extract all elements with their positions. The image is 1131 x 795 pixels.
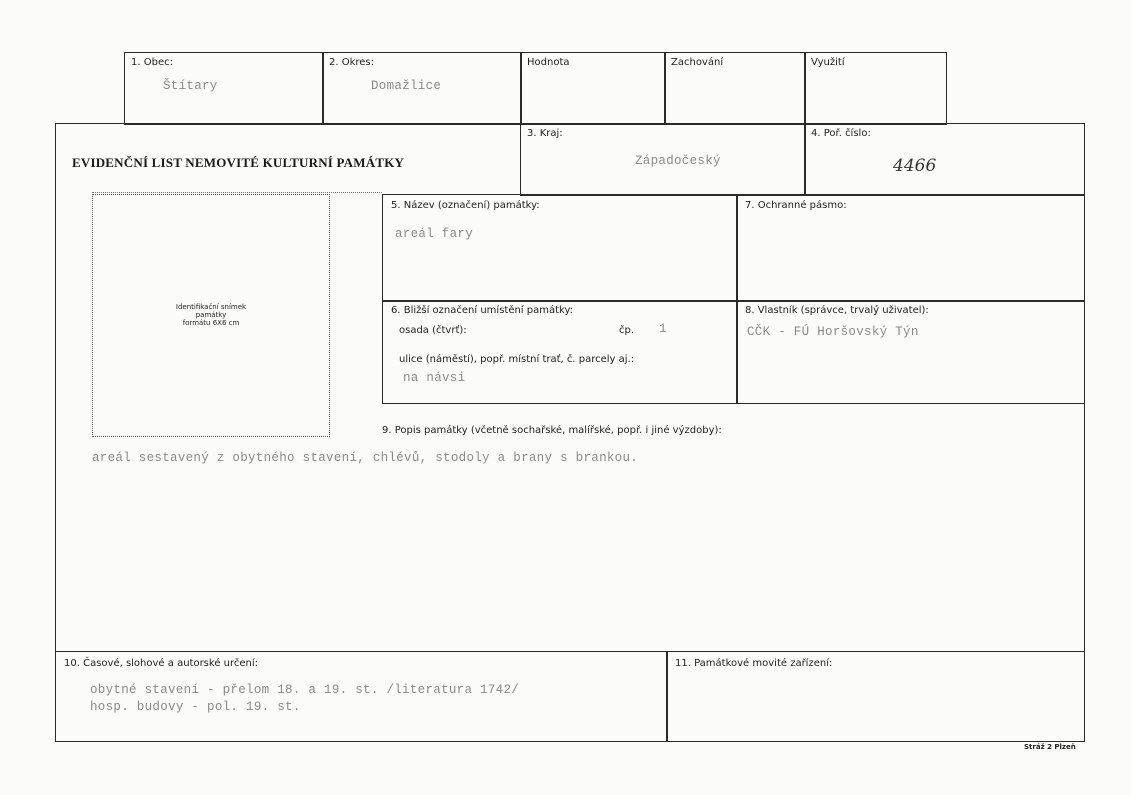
field-umisteni	[382, 300, 738, 404]
form-title: EVIDENČNÍ LIST NEMOVITÉ KULTURNÍ PAMÁTKY	[72, 155, 405, 170]
label-kraj: 3. Kraj:	[527, 128, 563, 139]
label-umisteni: 6. Bližší označení umístění památky:	[391, 305, 574, 316]
value-por-cislo: 4466	[893, 156, 937, 176]
value-ulice: na návsi	[403, 371, 466, 385]
label-hodnota: Hodnota	[527, 57, 570, 68]
field-hodnota	[520, 52, 666, 125]
field-kraj	[520, 123, 806, 196]
field-vyuziti	[804, 52, 947, 125]
value-urceni-line2: hosp. budovy - pol. 19. st.	[90, 700, 301, 714]
photo-top-dotline	[92, 192, 382, 193]
label-ochranne-pasmo: 7. Ochranné pásmo:	[745, 200, 847, 211]
value-kraj: Západočeský	[635, 154, 721, 168]
field-okres	[322, 52, 522, 125]
label-obec: 1. Obec:	[131, 57, 173, 68]
value-okres: Domažlice	[371, 79, 442, 93]
field-nazev	[382, 194, 738, 302]
value-vlastnik: CČK - FÚ Horšovský Týn	[747, 325, 919, 339]
label-zarizeni: 11. Památkové movité zařízení:	[675, 658, 833, 669]
value-obec: Štítary	[163, 79, 218, 93]
label-vyuziti: Využití	[811, 57, 845, 68]
label-nazev: 5. Název (označení) památky:	[391, 200, 540, 211]
value-cp: 1	[659, 322, 667, 336]
label-ulice: ulice (náměstí), popř. místní trať, č. parcely aj.:	[399, 354, 635, 365]
label-zachovani: Zachování	[671, 57, 724, 68]
label-urceni: 10. Časové, slohové a autorské určení:	[64, 658, 259, 669]
field-vlastnik	[736, 300, 1085, 404]
printer-mark: Stráž 2 Plzeň	[1024, 743, 1076, 751]
label-vlastnik: 8. Vlastník (správce, trvalý uživatel):	[745, 305, 929, 316]
label-por-cislo: 4. Poř. číslo:	[811, 128, 871, 139]
field-zarizeni	[666, 651, 1085, 742]
photo-note	[93, 303, 329, 327]
photo-note-line: památky	[195, 311, 227, 319]
label-popis: 9. Popis památky (včetně sochařské, malířské, popř. i jiné výzdoby):	[382, 425, 722, 436]
label-osada: osada (čtvrť):	[399, 325, 467, 336]
field-obec	[124, 52, 324, 125]
field-por-cislo	[804, 123, 1085, 196]
field-urceni	[55, 651, 668, 742]
value-urceni-line1: obytné stavení - přelom 18. a 19. st. /literatura 1742/	[90, 683, 520, 697]
field-zachovani	[664, 52, 806, 125]
value-popis: areál sestavený z obytného stavení, chlévů, stodoly a brany s brankou.	[92, 451, 639, 465]
label-cp: čp.	[619, 325, 635, 336]
photo-note-line: formátu 6X6 cm	[182, 319, 240, 327]
field-ochranne-pasmo	[736, 194, 1085, 302]
value-nazev: areál fary	[395, 227, 474, 241]
photo-note-line: Identifikační snímek	[175, 303, 247, 311]
photo-placeholder	[92, 194, 330, 437]
label-okres: 2. Okres:	[329, 57, 375, 68]
